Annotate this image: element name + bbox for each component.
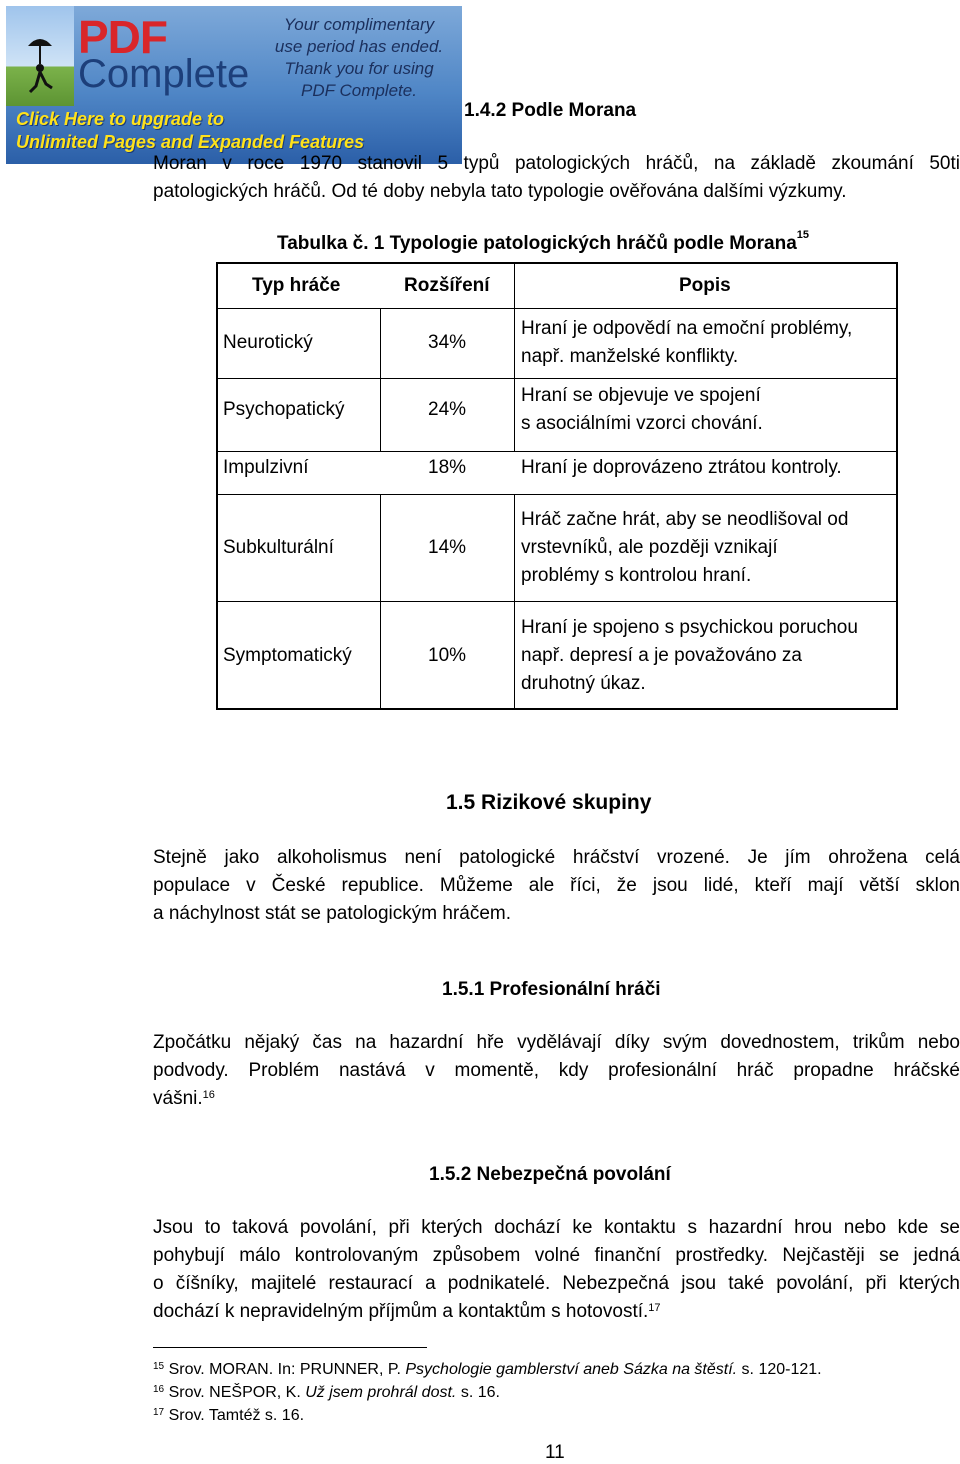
logo-complete: Complete — [78, 52, 250, 96]
umbrella-man-icon — [6, 6, 74, 106]
paragraph-line: Moran v roce 1970 stanovil 5 typů patologických hráčů, na základě zkoumání 50ti — [153, 153, 960, 174]
paragraph-line: populace v České republice. Můžeme ale říci, že jsou lidé, kteří mají větší sklon — [153, 875, 960, 896]
desc-line: Hráč začne hrát, aby se neodlišoval od — [521, 509, 849, 530]
table-divider — [514, 262, 515, 451]
promo-line: Thank you for using — [284, 59, 434, 78]
paragraph-line: a náchylnost stát se patologickým hráčem. — [153, 903, 512, 924]
footnote — [153, 1405, 304, 1427]
paragraph-line: patologických hráčů. Od té doby nebyla tato typologie ověřována dalšími výzkumy. — [153, 181, 847, 202]
paragraph-line — [153, 1298, 960, 1326]
page-number: 11 — [545, 1442, 565, 1463]
table-header: Popis — [679, 275, 731, 296]
footnote-title: Už jsem prohrál dost. — [305, 1384, 457, 1401]
table-cell-share: 14% — [428, 537, 467, 558]
table-divider — [216, 494, 898, 495]
table-cell-share: 10% — [428, 645, 467, 666]
upgrade-banner[interactable] — [6, 6, 462, 164]
desc-line: např. manželské konflikty. — [521, 346, 739, 367]
table-cell-share: 34% — [428, 332, 467, 353]
upgrade-line[interactable]: Unlimited Pages and Expanded Features — [16, 132, 365, 152]
table-divider — [380, 494, 381, 710]
paragraph-text: vášni. — [153, 1088, 203, 1109]
upgrade-link[interactable] — [16, 108, 364, 154]
footnote-ref: 17 — [648, 1302, 661, 1314]
table-border — [216, 262, 898, 264]
table-caption — [277, 229, 810, 255]
footnote-ref: 16 — [202, 1089, 215, 1101]
table-header: Typ hráče — [252, 275, 341, 296]
table-cell-type: Psychopatický — [223, 399, 345, 420]
section-heading-1-5-2: 1.5.2 Nebezpečná povolání — [429, 1164, 671, 1185]
promo-line: use period has ended. — [274, 37, 444, 56]
table-cell-desc — [521, 382, 763, 438]
table-cell-share: 18% — [428, 457, 467, 478]
paragraph-line: Stejně jako alkoholismus není patologické hráčství vrozené. Je jím ohrožena celá — [153, 847, 960, 868]
table-caption-text: Tabulka č. 1 Typologie patologických hráčů podle Morana — [277, 233, 797, 254]
footnote-text: Srov. MORAN. In: PRUNNER, P. — [168, 1361, 406, 1378]
paragraph-line: Jsou to taková povolání, při kterých dochází ke kontaktu s hazardní hrou nebo kde se — [153, 1217, 960, 1238]
footnote-number: 15 — [153, 1361, 165, 1372]
table-divider — [216, 378, 898, 379]
logo-pdf: PDF — [78, 11, 167, 63]
table-divider — [216, 308, 898, 309]
desc-line: Hraní se objevuje ve spojení — [521, 385, 761, 406]
table-border — [216, 708, 898, 710]
table-cell-share: 24% — [428, 399, 467, 420]
promo-line: PDF Complete. — [301, 81, 417, 100]
table-cell-desc — [521, 315, 852, 371]
banner-illustration — [6, 6, 74, 106]
table-cell-desc — [521, 454, 842, 482]
paragraph-line — [153, 1085, 960, 1113]
desc-line: Hraní je doprovázeno ztrátou kontroly. — [521, 457, 842, 478]
table-cell-type: Neurotický — [223, 332, 313, 353]
promo-line: Your complimentary — [283, 15, 435, 34]
footnote-text: Srov. Tamtéž s. 16. — [168, 1407, 305, 1424]
paragraph-line: podvody. Problém nastává v momentě, kdy profesionální hráč propadne hráčské — [153, 1060, 960, 1081]
table-divider — [514, 494, 515, 710]
paragraph-line: Zpočátku nějaký čas na hazardní hře vydělávají díky svým dovednostem, trikům nebo — [153, 1032, 960, 1053]
table-cell-desc — [521, 506, 848, 590]
desc-line: problémy s kontrolou hraní. — [521, 565, 752, 586]
table-cell-type: Symptomatický — [223, 645, 352, 666]
footnote — [153, 1382, 500, 1404]
footnote-title: Psychologie gamblerství aneb Sázka na štěstí. — [405, 1361, 738, 1378]
table-cell-type: Subkulturální — [223, 537, 334, 558]
table-border — [216, 262, 218, 710]
table-border — [896, 262, 898, 710]
section-heading-1-5-1: 1.5.1 Profesionální hráči — [442, 979, 661, 1000]
paragraph-line: pohybují málo kontrolovaným způsobem volné finanční prostředky. Nejčastěji se jedná — [153, 1245, 960, 1266]
desc-line: Hraní je spojeno s psychickou poruchou — [521, 617, 858, 638]
footnote-separator — [153, 1347, 427, 1348]
table-divider — [216, 451, 898, 452]
paragraph-line: o číšníky, majitelé restaurací a podnikatelé. Nebezpečná jsou také povolání, při kterých — [153, 1273, 960, 1294]
desc-line: např. depresí a je považováno za — [521, 645, 802, 666]
table-header: Rozšíření — [404, 275, 490, 296]
table-divider — [380, 308, 381, 451]
footnote-ref: 15 — [796, 229, 810, 241]
table-divider — [216, 601, 898, 602]
upgrade-line[interactable]: Click Here to upgrade to — [16, 109, 225, 129]
promo-message — [261, 14, 457, 102]
footnote-text: Srov. NEŠPOR, K. — [168, 1384, 306, 1401]
footnote — [153, 1359, 822, 1381]
footnote-number: 16 — [153, 1384, 165, 1395]
section-heading-1-4-2: 1.4.2 Podle Morana — [464, 100, 637, 121]
footnote-text: s. 120-121. — [737, 1361, 822, 1378]
desc-line: druhotný úkaz. — [521, 673, 646, 694]
paragraph-text: dochází k nepravidelným příjmům a kontaktům s hotovostí. — [153, 1301, 649, 1322]
desc-line: s asociálními vzorci chování. — [521, 413, 763, 434]
footnote-text: s. 16. — [456, 1384, 500, 1401]
typology-table — [216, 262, 898, 710]
desc-line: vrstevníků, ale později vznikají — [521, 537, 778, 558]
section-heading-1-5: 1.5 Rizikové skupiny — [446, 791, 652, 814]
footnote-number: 17 — [153, 1407, 165, 1418]
desc-line: Hraní je odpovědí na emoční problémy, — [521, 318, 853, 339]
table-cell-desc — [521, 614, 858, 698]
table-cell-type: Impulzivní — [223, 457, 309, 478]
